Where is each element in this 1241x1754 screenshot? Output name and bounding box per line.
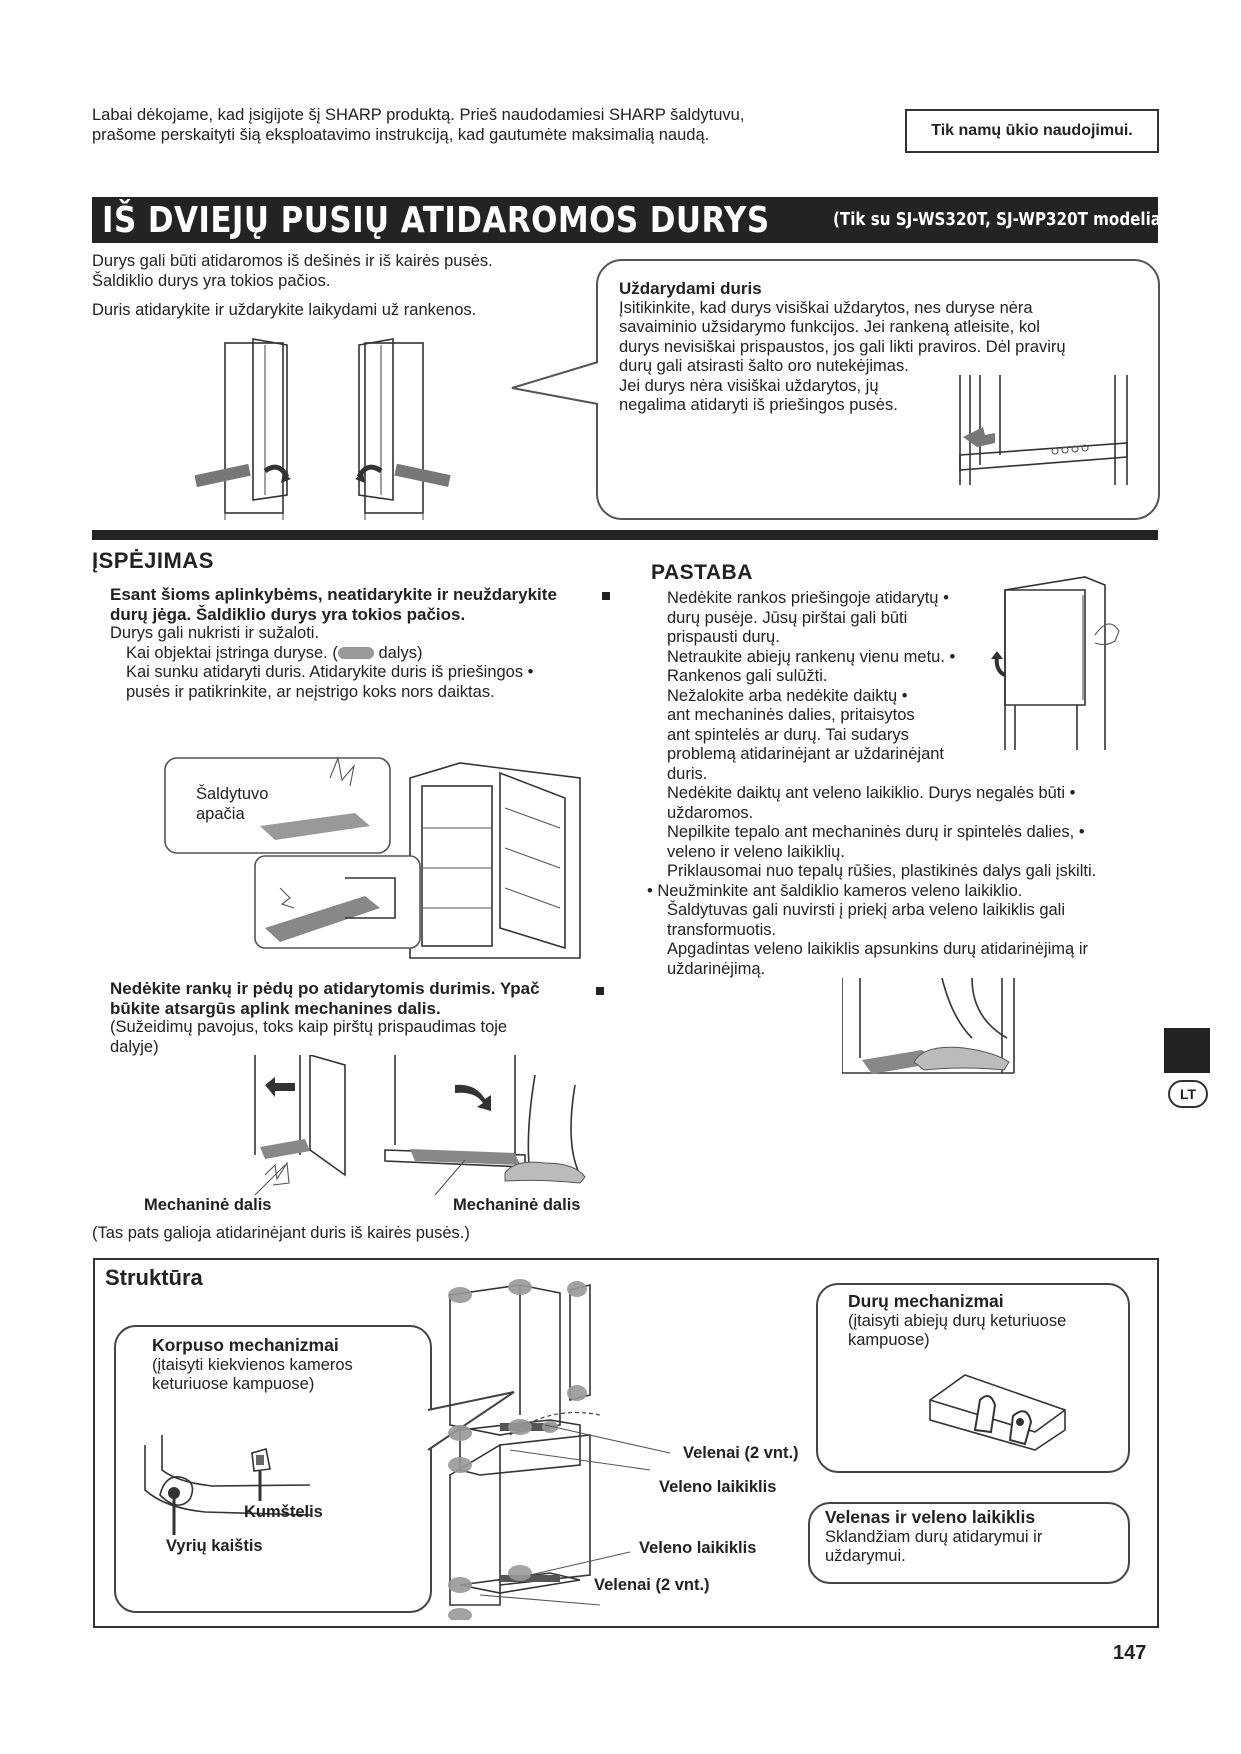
shaft-holder-bottom-label: Veleno laikiklis [639, 1539, 757, 1557]
left-mechanical-drawing [255, 1055, 345, 1185]
page-number: 147 [1113, 1642, 1147, 1664]
door-mechanisms-desc-1: (įtaisyti abiejų durų keturiuose [848, 1311, 1067, 1330]
note-line-5: Rankenos gali sulūžti. [667, 667, 828, 685]
fridge-bottom-label-2: apačia [196, 804, 245, 823]
warning-bullet-1 [602, 592, 610, 600]
note-line-13: Nepilkite tepalo ant mechaninės durų ir spintelės dalies, • [667, 823, 1085, 841]
note-line-17: Šaldytuvas gali nuvirsti į priekį arba veleno laikiklis gali [667, 901, 1066, 919]
home-use-box: Tik namų ūkio naudojimui. [905, 109, 1159, 153]
banner-subtitle: (Tik su SJ-WS320T, SJ-WP320T modeliais) [833, 209, 1183, 230]
note-line-2: durų pusėje. Jūsų pirštai gali būti [667, 608, 908, 627]
note-line-8: ant spintelės ar durų. Tai sudarys [667, 725, 909, 744]
warning-bullet-2 [596, 987, 604, 995]
shafts-top-label: Velenai (2 vnt.) [683, 1444, 799, 1462]
mechanical-part-illustration [235, 1055, 615, 1205]
fridge-bottom-label [196, 785, 268, 824]
warning-2-line-2: būkite atsargūs aplink mechanines dalis. [110, 998, 441, 1018]
warning-2-text-2: dalyje) [110, 1037, 159, 1056]
fridge-structure-drawing [440, 1275, 700, 1620]
closing-line-5: Jei durys nėra visiškai uždarytos, jų [619, 376, 879, 395]
fridge-bottom-illustration [160, 718, 600, 963]
fridge-bottom-label-1: Šaldytuvo [196, 785, 269, 803]
cabinet-mechanisms-desc-2: keturiuose kampuose) [152, 1375, 315, 1393]
same-applies-left: (Tas pats galioja atidarinėjant duris iš kairės pusės.) [92, 1224, 470, 1242]
hinge-markers [448, 1279, 587, 1620]
cabinet-mechanism-drawing [140, 1435, 320, 1545]
note-line-9: problemą atidarinėjant ar uždarinėjant [667, 745, 945, 763]
note-line-12: uždaromos. [667, 803, 754, 822]
mechanical-part-label-left: Mechaninė dalis [144, 1196, 272, 1214]
note-line-6: Nežalokite arba nedėkite daiktų • [667, 686, 908, 705]
closing-line-6: negalima atidaryti iš priešingos pusės. [619, 396, 898, 414]
left-open-door-drawing [195, 339, 291, 520]
shaft-holder-desc-1: Sklandžiam durų atidarymui ir [825, 1527, 1043, 1546]
section-banner [92, 197, 1183, 243]
note-line-7: ant mechaninės dalies, pritaisytos [667, 706, 915, 724]
note-fridge-illustration [985, 575, 1125, 750]
doors-description [92, 252, 592, 321]
shaft-holder-top-label: Veleno laikiklis [659, 1478, 777, 1496]
language-tab: LT [1168, 1080, 1208, 1108]
note-line-18: transformuotis. [667, 920, 777, 939]
closing-doors-title: Uždarydami duris [619, 279, 762, 298]
closing-line-1: Įsitikinkite, kad durys visiškai uždarytos, nes duryse nėra [619, 298, 1033, 317]
warning-1-line-2: durų jėga. Šaldiklio durys yra tokios pačios. [110, 604, 466, 624]
shaft-holder-title: Velenas ir veleno laikiklis [825, 1507, 1036, 1527]
note-line-14: veleno ir veleno laikiklių. [667, 842, 845, 861]
note-line-16: • Neužminkite ant šaldiklio kameros veleno laikiklio. [647, 881, 1023, 900]
closing-line-2: savaiminio užsidarymo funkcijos. Jei rankeną atleisite, kol [619, 318, 1040, 336]
warning-1-sub-2a: Kai sunku atidaryti duris. Atidarykite duris iš priešingos • [126, 663, 534, 681]
warning-1-line-1: Esant šioms aplinkybėms, neatidarykite ir neuždarykite [110, 585, 557, 604]
door-mechanisms-desc-2: kampuose) [848, 1331, 930, 1349]
shaft-holder-desc-2: uždarymui. [825, 1547, 906, 1565]
shaft-holder-text [825, 1508, 1121, 1567]
note-line-11: Nedėkite daiktų ant veleno laikiklio. Durys negalės būti • [667, 784, 1076, 802]
warning-1-sub-1: Kai objektai įstringa duryse. ( dalys) [126, 643, 423, 662]
intro-line-1: Labai dėkojame, kad įsigijote šį SHARP produktą. Prieš naudodamiesi SHARP šaldytuvu, [92, 106, 745, 124]
note-heading: PASTABA [651, 561, 753, 584]
gray-part-swatch [338, 647, 374, 659]
callout-pointer [510, 360, 600, 410]
note-line-1: Nedėkite rankos priešingoje atidarytų • [667, 589, 949, 607]
door-mechanisms-text [848, 1292, 1118, 1351]
mechanical-part-label-right: Mechaninė dalis [453, 1196, 581, 1214]
door-mechanism-drawing [925, 1370, 1075, 1460]
warning-item-1 [110, 585, 610, 702]
section-divider [92, 530, 1158, 540]
warning-2-line-1: Nedėkite rankų ir pėdų po atidarytomis durimis. Ypač [110, 979, 540, 998]
note-line-19: Apgadintas veleno laikiklis apsunkins durų atidarinėjimą ir [667, 940, 1088, 958]
note-line-10: duris. [667, 764, 708, 783]
intro-text [92, 106, 862, 145]
warning-1-text: Durys gali nukristi ir sužaloti. [110, 624, 320, 642]
note-line-15: Priklausomai nuo tepalų rūšies, plastikinės dalys gali įskilti. [667, 862, 1097, 880]
cabinet-mechanisms-desc-1: (įtaisyti kiekvienos kameros [152, 1355, 353, 1374]
right-mechanical-drawing [385, 1055, 585, 1183]
warning-heading: ĮSPĖJIMAS [92, 548, 214, 573]
intro-line-2: prašome perskaityti šią eksploatavimo instrukciją, kad gautumėte maksimalią naudą. [92, 125, 710, 144]
cam-label: Kumštelis [244, 1503, 323, 1521]
closing-line-3: durys nevisiškai prispaustos, jos gali likti praviros. Dėl pravirų [619, 337, 1066, 356]
doors-p2: Duris atidarykite ir uždarykite laikydami už rankenos. [92, 301, 477, 319]
note-line-3: prispausti durų. [667, 628, 780, 646]
hinge-pin-label: Vyrių kaištis [166, 1537, 263, 1555]
doors-p1a: Durys gali būti atidaromos iš dešinės ir iš kairės pusės. [92, 252, 493, 270]
door-mechanisms-title: Durų mechanizmai [848, 1291, 1004, 1311]
foot-on-holder-illustration [842, 978, 1032, 1088]
language-tab-block [1164, 1028, 1210, 1073]
banner-title: IŠ DVIEJŲ PUSIŲ ATIDAROMOS DURYS [102, 199, 770, 241]
closing-line-4: durų gali atsirasti šalto oro nutekėjimas. [619, 357, 909, 375]
warning-2-text-1: (Sužeidimų pavojus, toks kaip pirštų prispaudimas toje [110, 1018, 508, 1036]
structure-heading: Struktūra [105, 1265, 203, 1290]
shafts-bottom-label: Velenai (2 vnt.) [594, 1576, 710, 1594]
cabinet-mechanisms-title: Korpuso mechanizmai [152, 1335, 339, 1355]
warning-item-2 [110, 979, 610, 1057]
door-opening-illustration [195, 335, 495, 520]
warning-1-sub-2b: pusės ir patikrinkite, ar neįstrigo koks nors daiktas. [126, 682, 495, 701]
cabinet-mechanisms-text [152, 1336, 422, 1395]
right-open-door-drawing [355, 339, 451, 520]
closing-door-illustration [955, 375, 1135, 490]
doors-p1b: Šaldiklio durys yra tokios pačios. [92, 271, 331, 290]
note-line-4: Netraukite abiejų rankenų vienu metu. • [667, 647, 956, 666]
note-line-20: uždarinėjimą. [667, 959, 766, 978]
